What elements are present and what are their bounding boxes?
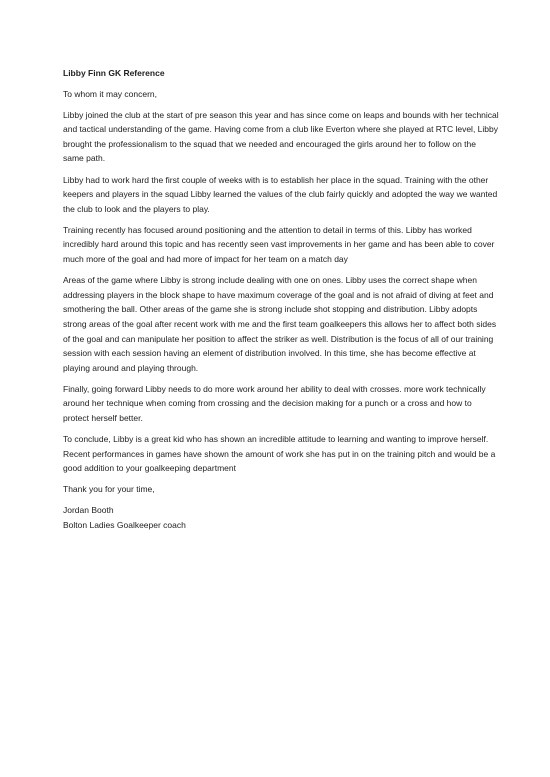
paragraph-2: Libby had to work hard the first couple of weeks with is to establish her place in the squad. Training with the other keepers and players in the squad Libby learned the values of the club fairly quickly and adopted the way we wanted the club to look and the players to play. — [63, 174, 498, 214]
paragraph-6: To conclude, Libby is a great kid who has shown an incredible attitude to learning and wanting to improve herself. Recent performances in games have shown the amount of work she has put in on the training pitch and would be a good addition to your goalkeeping department — [63, 434, 496, 474]
signature-title: Bolton Ladies Goalkeeper coach — [63, 520, 186, 531]
salutation: To whom it may concern, — [63, 88, 158, 99]
closing: Thank you for your time, — [63, 484, 155, 495]
letter-body — [63, 66, 499, 533]
signature-name: Jordan Booth — [63, 505, 114, 516]
paragraph-1: Libby joined the club at the start of pre season this year and has since come on leaps and bounds with her technical and tactical understanding of the game. Having come from a club like Everton where she played at RTC level, Libby brought the professionalism to the squad that we needed and encouraged the girls around her to follow on the same path. — [63, 109, 499, 164]
document-title: Libby Finn GK Reference — [63, 68, 165, 78]
paragraph-4: Areas of the game where Libby is strong include dealing with one on ones. Libby uses the correct shape when addressing players in the block shape to have maximum coverage of the goal and is not afraid of diving at feet and smothering the ball. Other areas of the game she is strong include shot stopping and distribution. Libby adopts strong areas of the goal after recent work with me and the first team goalkeepers this allows her to affect both sides of the goal and can manipulate her position to affect the striker as well. Distribution is the focus of all of our training session with each session having an element of distribution involved. In this time, she has become effective at playing around and playing through. — [63, 275, 497, 373]
paragraph-3: Training recently has focused around positioning and the attention to detail in terms of this. Libby has worked incredibly hard around this topic and has recently seen vast improvements in her game and has been able to cover much more of the goal and had more of impact for her team on a match day — [63, 224, 495, 265]
paragraph-5: Finally, going forward Libby needs to do more work around her ability to deal with crosses. more work technically around her technique when coming from crossing and the decision making for a punch or a cross and how to protect herself better. — [63, 383, 486, 423]
